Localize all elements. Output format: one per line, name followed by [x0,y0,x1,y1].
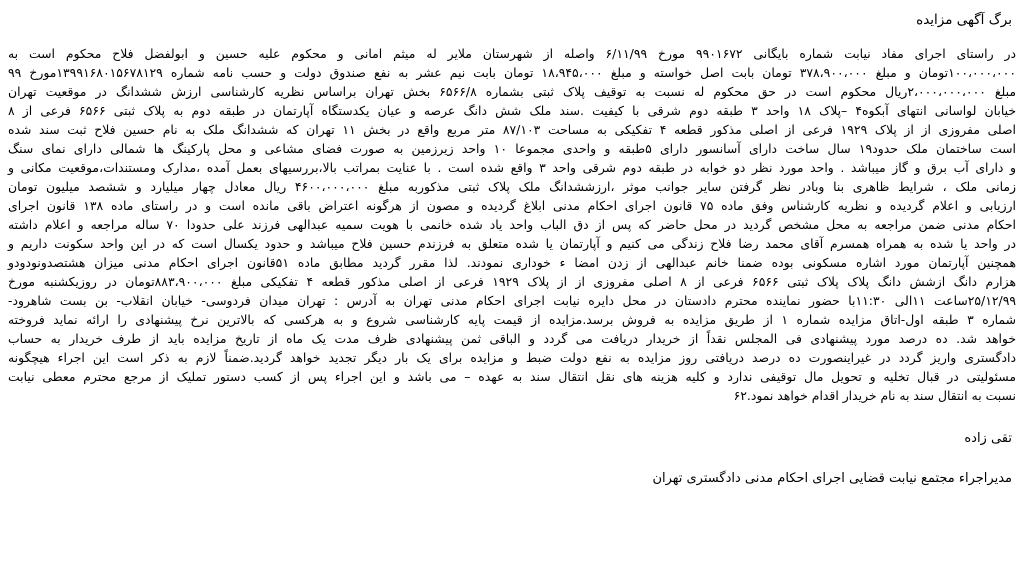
body-line: ارزیابی و اعلام گردیده و نظریه کارشناس وفق ماده ۷۵ قانون اجرای احکام مدنی ابلاغ گردیده و مصون از هرگونه اعتراض باقی مانده است و در راستای ماده ۱۳۸ قانون اجرای [8,198,1016,213]
body-line: زمانی ملک ، شرایط ظاهری بنا وبادر نظر گرفتن سایر جوانب موثر ،ارزششدانگ ملک پلاک ثبتی مذکوربه مبلغ ۴۶۰۰،۰۰۰،۰۰۰ ریال معادل چهار میلیارد و ششصد میلیون تومان [8,179,1016,194]
body-line: احکام مدنی ضمن مراجعه به محل مشخص گردید در محل حاضر که پس از دق الباب واحد یاد شده خانمی با هویت سمیه عبدالهی فرزند علی حدودا ۷۰ ساله مراجعه و اعلام داشته [8,217,1016,232]
body-line: شماره ۳ طبقه اول-اتاق مزایده شماره ۱ از طریق مزایده به فروش برسد.مزایده از قیمت پایه کارشناسی شروع و به هرکسی که بالاترین نرخ پیشنهادی را ارائه نماید فروخته [8,312,1016,327]
body-line: اصلی مفروزی از از پلاک ۱۹۲۹ فرعی از اصلی مذکور قطعه ۴ تفکیکی به مساحت ۸۷/۱۰۳ متر مربع واقع در بخش ۱۱ تهران که ششدانگ ملک به نام حسین فلاح ثبت سند شده [8,122,1016,137]
signature-block [6,429,1018,489]
body-line: است ساختمان ملک حدود۱۹ سال ساخت دارای آسانسور دارای ۵طبقه و واحدی مجموعا ۱۰ واحد زیرزمین به صورت فضای مشاعی و محل پارکینگ ها شمالی دارای نمای سنگ [8,141,1016,156]
document-body [6,44,1018,405]
body-line: مبلغ ۲،۰۰۰،۰۰۰،۰۰۰ریال محکوم است در حق محکوم له نسبت به توقیف پلاک ثبتی بشماره ۶۵۶۶/۸ بخش تهران براساس نظریه کارشناسی ارزش ششدانگ در موقعیت تهران [8,84,1016,99]
body-line: در راستای اجرای مفاد نیابت شماره بایگانی ۹۹۰۱۶۷۲ مورخ ۶/۱۱/۹۹ واصله از شهرستان ملایر له میثم امانی و محکوم علیه حسین و ابولفضل فلاح محکوم است به [8,46,1016,61]
document-title: برگ آگهی مزایده [916,12,1012,28]
body-line: ۱۰۰،۰۰۰،۰۰۰تومان و مبلغ ۳۷۸،۹۰۰،۰۰۰ تومان بابت اصل خواسته و مبلغ ۱۸،۹۴۵،۰۰۰ تومان بابت نیم عشر به نفع صندوق دولت و حسب نامه شماره ۱۳۹۹۱۶۸۰۱۵۶۷۸۱۲۹مورخ ۹۹ [8,65,1016,80]
body-line: خواهد شد. ده درصد مورد پیشنهادی فی المجلس نقداً از خریدار دریافت می گردد و الباقی ثمن پیشنهادی ظرف مدت یک ماه از تاریخ مزایده باید از طرف خریدار به حساب [8,331,1016,346]
body-line: نسبت به انتقال سند به نام خریدار اقدام خواهد نمود.۶۲ [733,388,1016,403]
signatory-role: مدیراجراء مجتمع نیابت قضایی اجرای احکام مدنی دادگستری تهران [652,471,1012,486]
body-line: در واحد یا شده به همراه همسرم آقای محمد رضا فلاح زندگی می کنیم و آپارتمان یا شده متعلق به فرزندم حسین فلاح میباشد و حدود یکسال است که در این واحد سکونت داریم و [8,236,1016,251]
body-line: و دارای آب برق و گاز میباشد . واحد مورد نظر دو خوابه در طبقه دوم شرقی واحد ۳ واقع شده است . با عنایت بمراتب بالا،بررسیهای بعمل آمده ،مدارک ومستندات،موقعیت مکانی و [8,160,1016,175]
document-page [6,6,1018,556]
body-line: همچنین آپارتمان مورد اشاره مسکونی بوده ضمنا خانم عبدالهی از زدن امضا ء خوداری نمودند. لذا مقرر گردید مطابق ماده ۵۱قانون اجرای احکام مدنی میزان هشتصدونودودو [8,255,1016,270]
body-line: دادگستری واریز گردد در غیراینصورت ده درصد دریافتی روز مزایده به نفع دولت ضبط و مزایده برای یک بار دیگر تجدید خواهد گردید.ضمناً لازم به ذکر است این اجراء هیچگونه [8,350,1016,365]
body-line: مسئولیتی در قبال تخلیه و تحویل مال توقیفی ندارد و کلیه هزینه های نقل انتقال سند به عهده – می باشد و این اجراء پس از کسب دستور تملیک از مرجع محترم معطی نیابت [8,369,1016,384]
body-line: هزارم دانگ ازشش دانگ پلاک پلاک ثبتی ۶۵۶۶ فرعی از ۸ اصلی مفروزی از از پلاک ۱۹۲۹ فرعی از اصلی مذکور قطعه ۴ تفکیکی مبلغ ۸۸۳،۹۰۰،۰۰۰تومان در روزیکشنبه مورخ [8,274,1016,289]
body-line: ۲۵/۱۲/۹۹ساعت ۱۱الی ۱۱:۳۰با حضور نماینده محترم دادستان در محل دایره نیابت اجرای احکام مدنی تهران به آدرس : تهران میدان فردوسی- خیابان انقلاب- بن بست شاهرود- [8,293,1017,308]
signatory-name: تقی زاده [964,431,1012,446]
body-line: خیابان لواسانی انتهای آبکوه۴ –پلاک ۱۸ واحد ۳ طبقه دوم شرقی با کیفیت .سند ملک شش دانگ عرصه و عیان یکدستگاه آپارتمان در طبقه دوم به پلاک ثبتی ۶۵۶۶ فرعی از ۸ [8,103,1016,118]
